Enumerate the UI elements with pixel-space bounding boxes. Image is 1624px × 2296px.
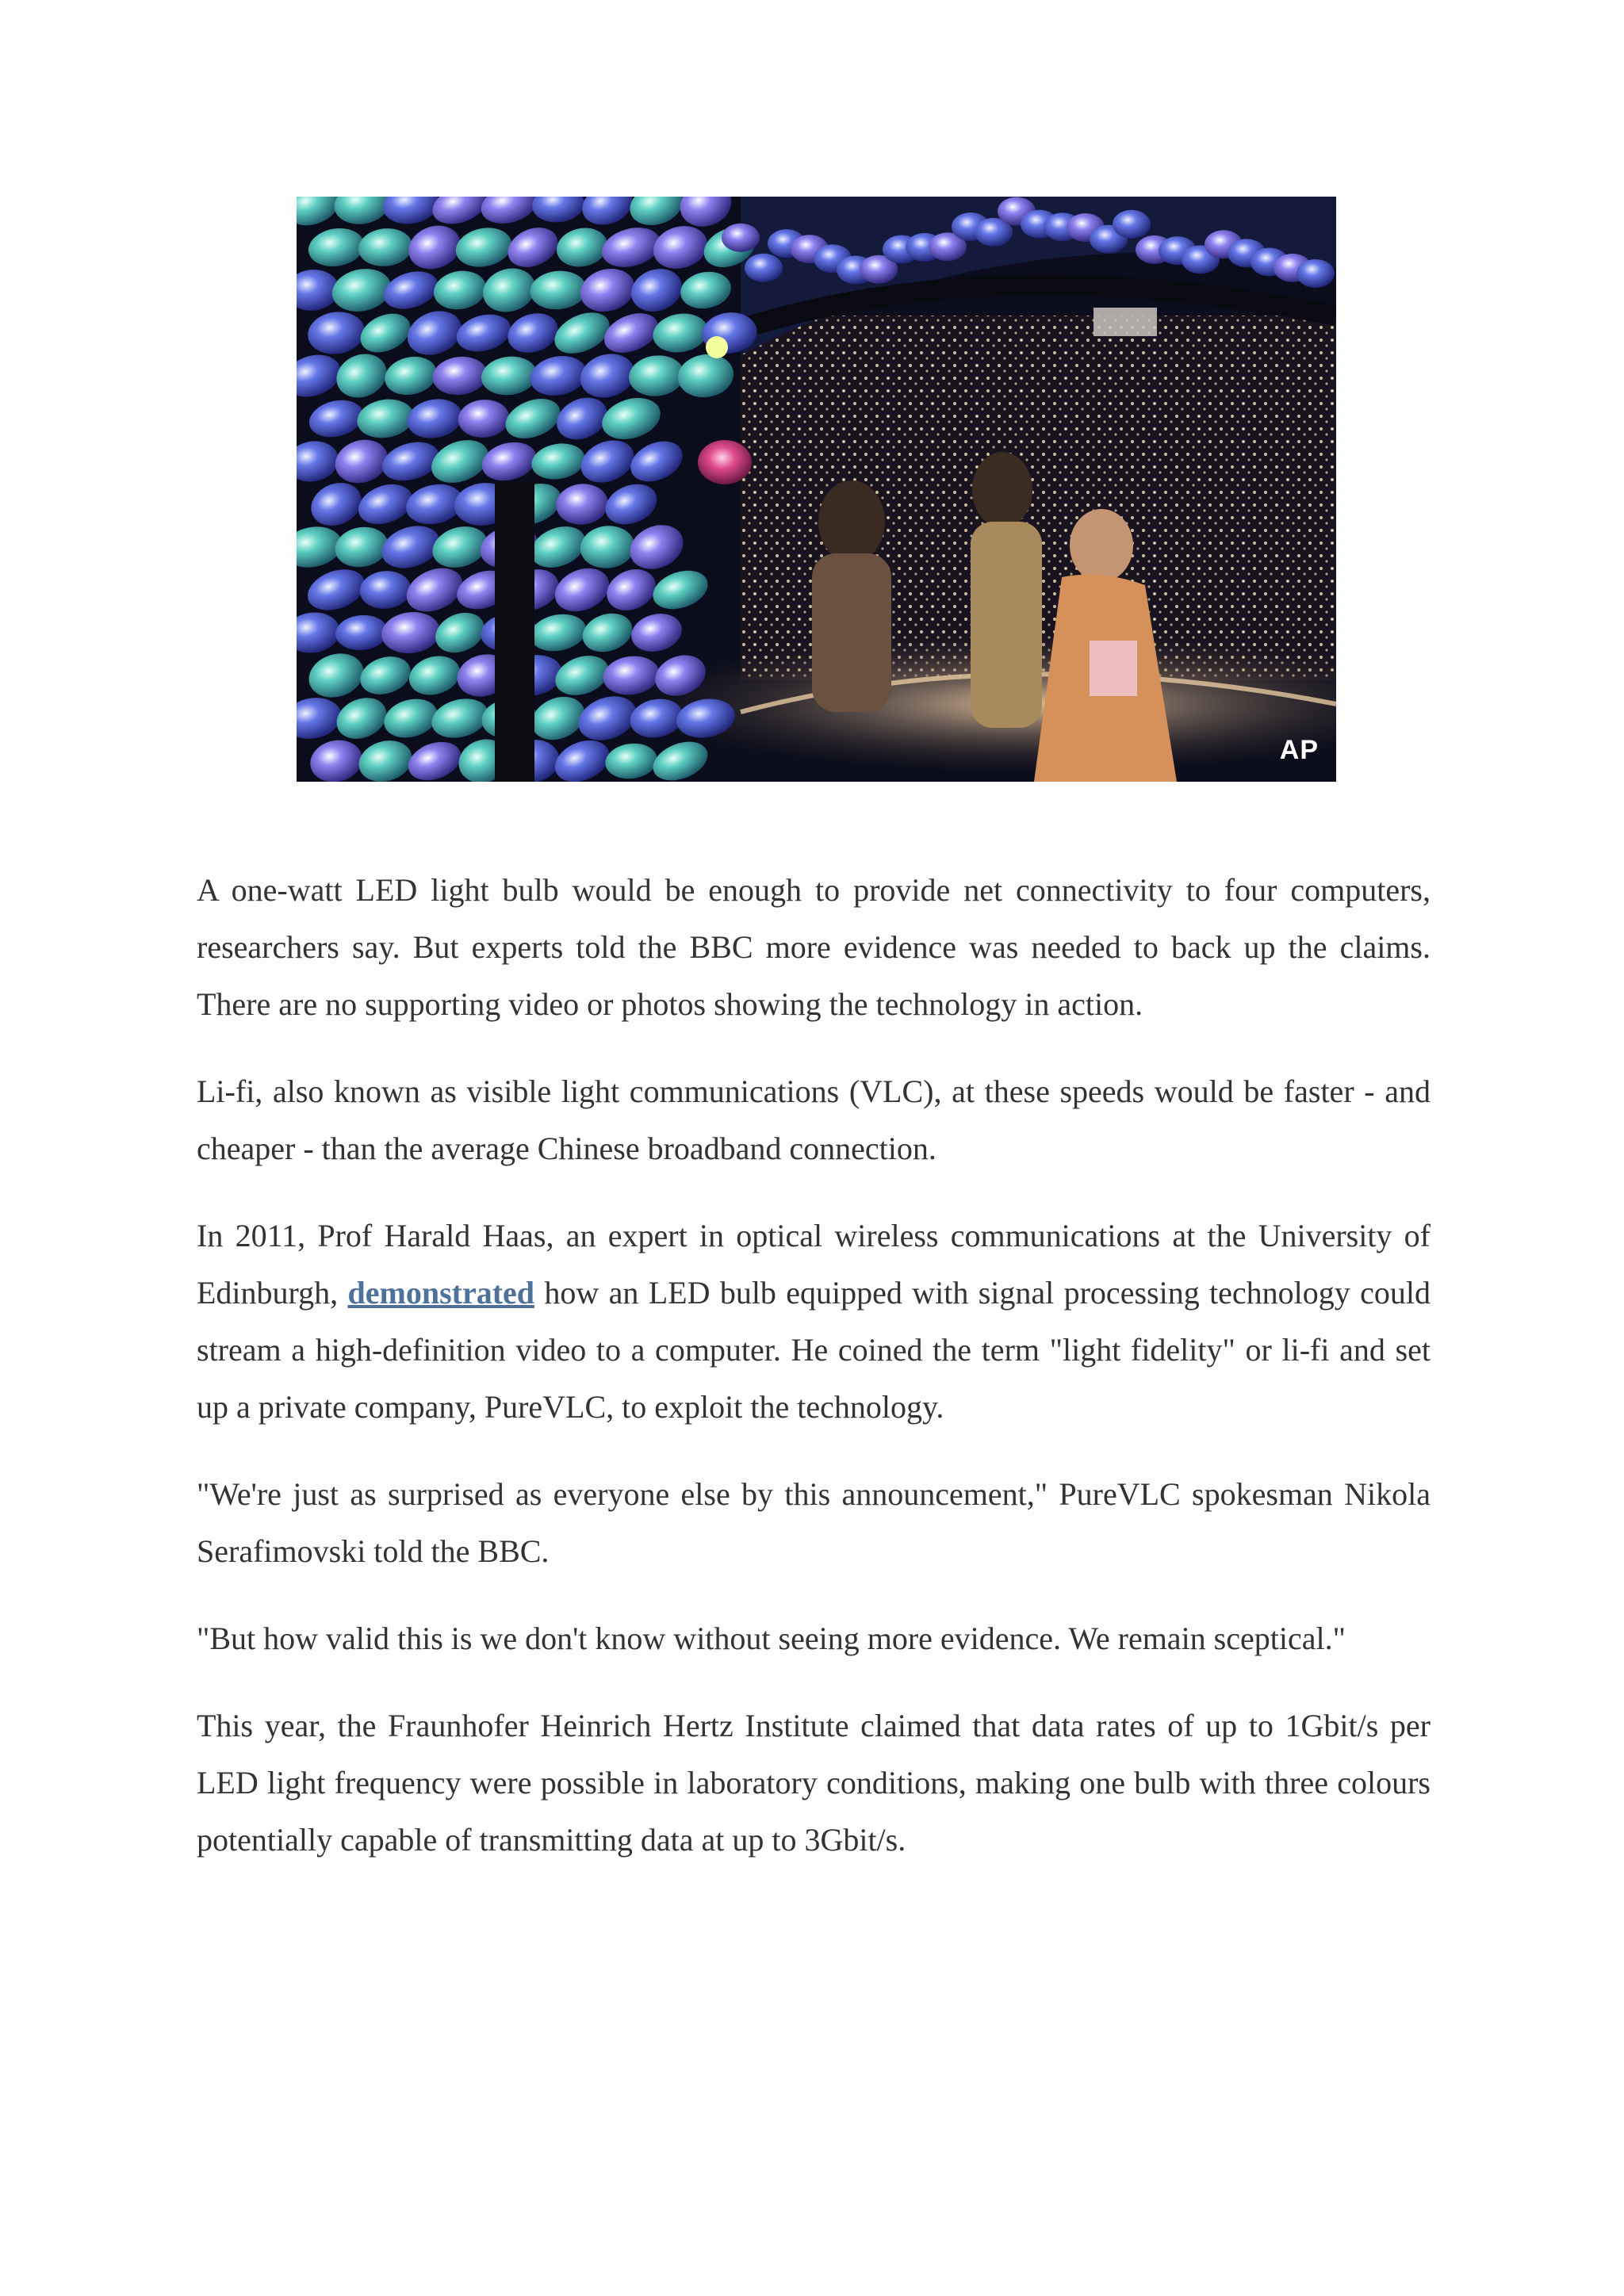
paragraph-5: "But how valid this is we don't know without seeing more evidence. We remain sceptical." [197, 1621, 1346, 1656]
paragraph-6: This year, the Fraunhofer Heinrich Hertz Institute claimed that data rates of up to 1Gbit/s per LED light frequency were possible in laboratory conditions, making one bulb with three colours potentially capable of transmitting data at up to 3Gbit/s. [197, 1708, 1431, 1858]
paragraph-4: "We're just as surprised as everyone else by this announcement," PureVLC spokesman Nikola Serafimovski told the BBC. [197, 1476, 1431, 1569]
article-photo [297, 197, 1336, 782]
article-body [197, 862, 1431, 1899]
paragraph-3-text-start: In 2011, Prof Harald Haas, an expert in optical wireless communications at the University of Edinburgh, [197, 1218, 1431, 1311]
paragraph-3 [197, 1207, 1431, 1436]
led-bulb [1297, 259, 1335, 288]
paragraph-3-text-end: how an LED bulb equipped with signal processing technology could stream a high-definition video to a computer. He coined the term "light fidelity" or li-fi and set up a private company, PureVLC, to exploit the technology. [197, 1275, 1431, 1425]
led-bulb [698, 440, 752, 484]
led-bulb [745, 254, 783, 282]
paragraph-1: A one-watt LED light bulb would be enough to provide net connectivity to four computers, researchers say. But experts told the BBC more evidence was needed to back up the claims. There are no supporting video or photos showing the technology in action. [197, 872, 1431, 1022]
led-bulb-installation-image [297, 197, 1336, 782]
led-bulb [722, 224, 760, 252]
demonstrated-link[interactable]: demonstrated [347, 1275, 535, 1311]
photo-credit: AP [1279, 735, 1319, 765]
paragraph-2: Li-fi, also known as visible light communications (VLC), at these speeds would be faster - and cheaper - than the average Chinese broadband connection. [197, 1073, 1431, 1166]
led-bulb [1113, 210, 1151, 239]
